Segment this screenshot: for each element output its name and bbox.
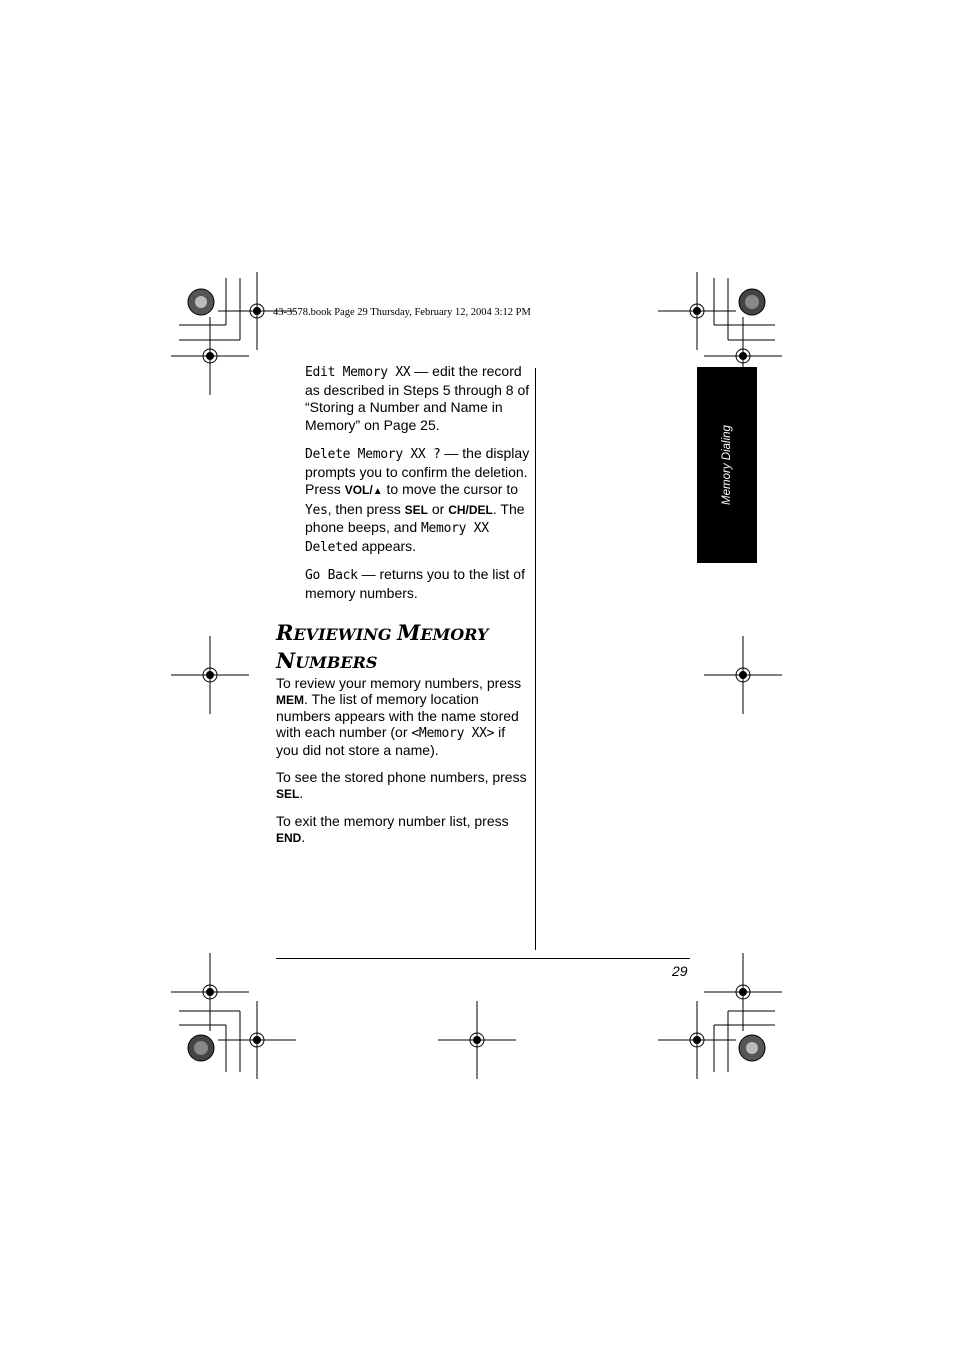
key-end: END <box>276 831 302 845</box>
section-heading <box>276 620 536 676</box>
paragraph-see-numbers <box>276 769 528 802</box>
lcd-yes: Yes <box>305 502 328 518</box>
section-body <box>276 675 528 857</box>
key-ch-del: CH/DEL <box>448 502 493 517</box>
option-delete-text-3: , then press <box>327 500 405 517</box>
option-edit-text: — edit the record as described in Steps 5 through 8 of “Storing a Number and Name in Memory” on Page 25. <box>305 363 530 433</box>
option-go-back-text: — returns you to the list of memory numbers. <box>305 566 525 601</box>
key-sel-2: SEL <box>276 787 300 801</box>
heading-cap-r: R <box>276 620 294 645</box>
p2-text-a: To see the stored phone numbers, press <box>276 769 527 785</box>
p3-text-a: To exit the memory number list, press <box>276 813 509 829</box>
heading-rest-1: EVIEWING <box>293 625 392 644</box>
lcd-delete-memory: Delete Memory XX ? <box>305 447 441 462</box>
p3-text-b: . <box>301 829 306 845</box>
heading-cap-m: M <box>397 620 421 645</box>
paragraph-review <box>276 675 528 758</box>
p1-text-c: if you did not store a name). <box>276 724 506 758</box>
p2-text-b: . <box>299 785 304 801</box>
option-delete-text-2: to move the cursor to <box>382 481 519 497</box>
heading-rest-3: UMBERS <box>295 653 378 672</box>
up-arrow-icon: ▲ <box>372 486 383 497</box>
option-list <box>305 363 533 613</box>
side-tab <box>697 367 757 563</box>
option-delete <box>305 445 533 556</box>
book-header: 43-3578.book Page 29 Thursday, February 12, 2004 3:12 PM <box>273 307 531 318</box>
lcd-memory-xx: <Memory XX> <box>411 726 495 741</box>
side-tab-label: Memory Dialing <box>721 425 733 505</box>
key-mem: MEM <box>276 693 304 707</box>
heading-rest-2: EMORY <box>420 625 489 644</box>
key-sel: SEL <box>404 502 428 517</box>
lcd-memory-deleted: Memory XX Deleted <box>305 521 489 555</box>
page-number: 29 <box>672 963 688 979</box>
footer-rule <box>276 958 690 959</box>
option-delete-text-5: . The phone beeps, and <box>305 500 525 535</box>
option-delete-text-4: or <box>427 500 449 517</box>
p1-text-a: To review your memory numbers, press <box>276 675 522 691</box>
p1-text-b: . The list of memory location numbers appears with the name stored with each number (or <box>276 691 519 740</box>
paragraph-exit <box>276 813 528 846</box>
key-vol: VOL/ <box>344 483 373 497</box>
lcd-go-back: Go Back <box>305 568 358 583</box>
heading-cap-n: N <box>276 648 296 673</box>
option-delete-text: — the display prompts you to confirm the deletion. Press <box>305 445 530 497</box>
option-delete-text-6: appears. <box>357 537 417 554</box>
option-edit <box>305 363 533 434</box>
lcd-edit-memory: Edit Memory XX <box>305 365 411 380</box>
option-go-back <box>305 566 533 602</box>
